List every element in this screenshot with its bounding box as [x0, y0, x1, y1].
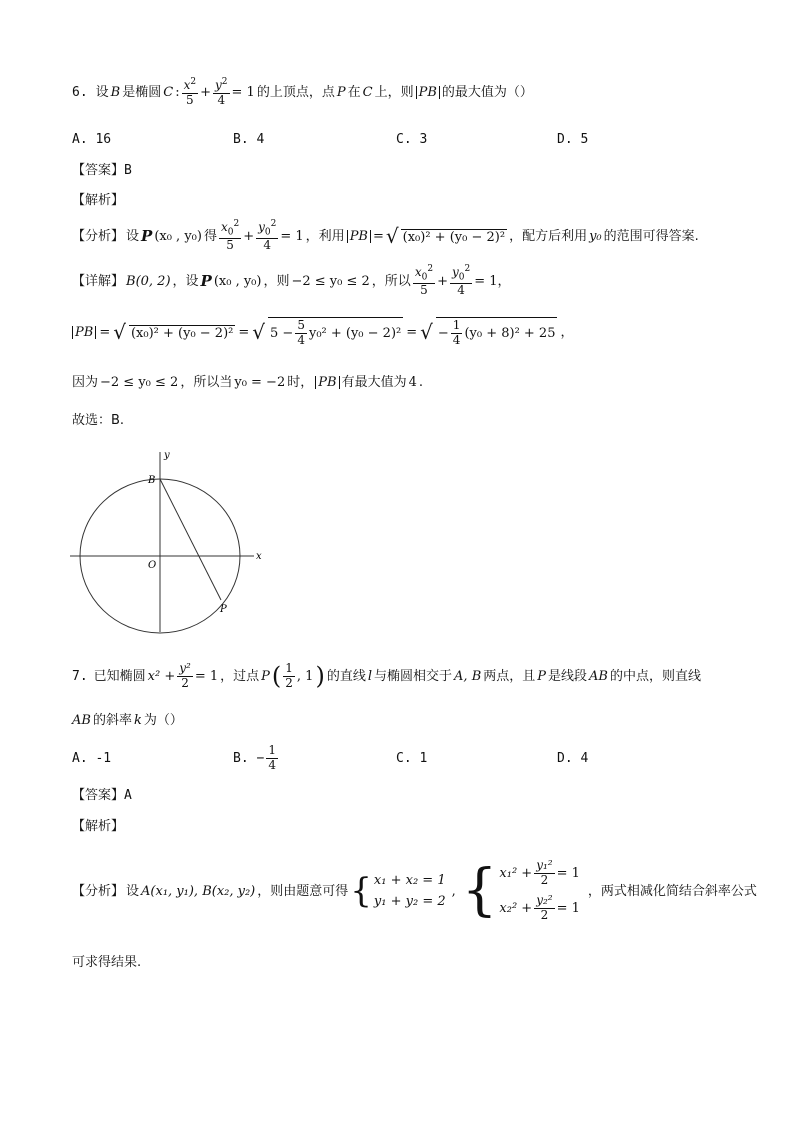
- q7-stem-c: 的直线: [326, 668, 366, 684]
- right-paren-icon: ): [315, 662, 325, 690]
- q7-sys2-r2-frac: [534, 894, 554, 923]
- q6-frac-y: [213, 77, 230, 108]
- q6-xj-eq1: = 1，: [474, 273, 511, 289]
- q7-fenxi-b: ，则由题意可得: [257, 883, 349, 899]
- q6-fenxi-den4: 4: [263, 237, 272, 252]
- q6-d-formula1: (x₀)² + (y₀ − 2)²: [130, 325, 234, 341]
- q6-den5: 5: [186, 92, 194, 107]
- q6-P: P: [336, 84, 346, 100]
- q7-line2-b: 为（）: [143, 713, 183, 728]
- q7-sys1-r2: y₁ + y₂ = 2: [373, 894, 446, 909]
- q6-B: B: [110, 84, 121, 100]
- q6-choose: 故选：B.: [72, 413, 125, 428]
- q7-option-b-frac: [266, 744, 278, 773]
- point-B-label: B: [148, 475, 156, 486]
- q6-conclusion: [72, 376, 423, 389]
- q6-fenxi-eq: =: [373, 228, 384, 244]
- q6-d-f2-den: 4: [297, 332, 305, 347]
- q7-stem-b: ，过点: [220, 668, 260, 684]
- q6-xj-b: ，则: [263, 273, 290, 289]
- q6-eq1: = 1: [231, 84, 255, 100]
- q7-stem-line2: [72, 714, 183, 727]
- q6-answer-tag: 【答案】: [72, 163, 125, 178]
- q7-number: 7.: [72, 668, 88, 684]
- q7-optb-den: 4: [268, 757, 276, 772]
- q6-den4: 4: [217, 92, 226, 107]
- q7-option-b-label: B. −: [233, 750, 265, 766]
- q7-sys2-r1-b: = 1: [556, 866, 580, 882]
- q6-d-end: ，: [560, 324, 574, 340]
- q7-stem-f: 是线段: [548, 668, 588, 684]
- q6-d-eq2: =: [238, 324, 250, 340]
- y-axis-label: y: [164, 450, 170, 461]
- q6-number: 6.: [72, 84, 88, 100]
- q7-stem: [72, 654, 701, 698]
- q7-sys2-r2-num: y₂²: [536, 893, 553, 907]
- q7-line2-a: 的斜率: [92, 713, 132, 728]
- q7-P2: P: [537, 668, 547, 684]
- q6-d-formula3: [436, 317, 558, 348]
- sqrt-icon: √: [252, 320, 266, 344]
- q6-frac-x: [182, 77, 199, 108]
- q6-fenxi-formula: (x₀)² + (y₀ − 2)²: [402, 229, 506, 245]
- q6-PB-abs: PB: [416, 86, 440, 99]
- q6-answer: [72, 164, 132, 177]
- q7-option-b: [233, 740, 278, 776]
- q6-option-d: D. 5: [557, 132, 589, 147]
- q7-sys2-r2-den: 2: [540, 907, 549, 922]
- q6-l4-PB: PB: [315, 376, 339, 389]
- q7-fenxi-a: 设: [126, 883, 140, 899]
- q7-analysis-tag: 【解析】: [72, 819, 125, 834]
- q7-answer-tag: 【答案】: [72, 788, 125, 803]
- q6-fenxi-tag: 【分析】: [72, 228, 125, 244]
- q6-l4-g: .: [418, 375, 423, 390]
- q7-system2: [499, 859, 579, 922]
- q6-xj-c: ，所以: [371, 273, 411, 289]
- q6-fenxi-a: 设: [126, 228, 140, 244]
- q6-C2: C: [362, 84, 373, 100]
- q7-system1: [374, 874, 446, 908]
- q6-fenxi: [72, 218, 699, 254]
- q6-fenxi-frac1: $\frac{x_0^2}{5}$: [220, 219, 240, 252]
- q7-fenxi-tag: 【分析】: [72, 883, 125, 899]
- q6-d-f2-frac: [295, 319, 307, 348]
- q6-stem-b: 是椭圆: [122, 84, 162, 100]
- q6-plus: +: [200, 84, 212, 100]
- q7-sys2-row2: [499, 894, 579, 923]
- q7-k: k: [133, 713, 142, 728]
- q6-fenxi-y0: y₀: [589, 228, 602, 244]
- q6-xj-den4: 4: [457, 282, 465, 297]
- q6-x-sq: 2: [190, 76, 197, 87]
- q7-sys2-row1: [499, 859, 579, 888]
- q7-pts: A(x₁, y₁), B(x₂, y₂): [141, 883, 256, 899]
- q6-stem-c: 的上顶点，点: [256, 84, 335, 100]
- q6-fenxi-c: ，利用: [305, 228, 345, 244]
- q7-pt-tail: , 1: [296, 668, 314, 684]
- q6-d-f3-a: −: [437, 325, 449, 341]
- q7-stem-g: 的中点，则直线: [610, 668, 702, 684]
- q7-comma: ,: [451, 883, 456, 899]
- q6-colon: :: [175, 84, 180, 100]
- q6-xj-a: ，设: [172, 273, 199, 289]
- q7-sys2-r1-den: 2: [540, 873, 549, 888]
- q6-fenxi-d: ，配方后利用: [509, 228, 588, 244]
- q7-sys2-r1-num: y₁²: [536, 858, 553, 873]
- q6-xiangjie-tag: 【详解】: [72, 273, 125, 289]
- q6-xj-frac2: $\frac{y_0^2}{4}$: [451, 264, 471, 297]
- q7-fenxi-d: 可求得结果.: [72, 955, 142, 970]
- q7-stem-e: 两点，且: [483, 668, 536, 684]
- q7-l: l: [367, 668, 373, 684]
- q7-sys2-r1-frac: [534, 859, 554, 888]
- q7-P: P: [261, 668, 270, 684]
- q6-fenxi-P: P: [141, 226, 153, 245]
- q7-sys2-r2-b: = 1: [556, 900, 580, 916]
- q7-option-a: A. -1: [72, 751, 112, 766]
- q6-l4-a: 因为: [72, 375, 99, 390]
- q6-stem-a: 设: [95, 84, 109, 100]
- q7-half-den: 2: [285, 675, 293, 690]
- q7-stem-a: 已知椭圆: [93, 668, 146, 684]
- q6-d-PB: PB: [72, 326, 96, 339]
- q7-answer-value: A: [124, 788, 132, 803]
- q6-option-a: A. 16: [72, 132, 112, 147]
- q6-d-eq1: =: [99, 324, 111, 340]
- q6-xj-den5: 5: [420, 282, 428, 297]
- q6-d-formula2: [268, 317, 403, 348]
- q6-pb-derivation: [72, 312, 574, 352]
- q6-answer-value: B: [124, 163, 132, 178]
- q6-l4-b: ，所以当: [180, 375, 233, 390]
- q6-y-sq: 2: [221, 76, 228, 87]
- q7-frac-y: [177, 662, 193, 691]
- q7-half: [283, 662, 295, 691]
- q7-x2: x² +: [147, 668, 176, 684]
- q7-half-num: 1: [285, 660, 293, 675]
- q6-d-f3-den: 4: [452, 332, 461, 347]
- q6-fenxi-e: 的范围可得答案.: [603, 228, 699, 244]
- q6-xj-P: P: [200, 271, 212, 290]
- q6-l4-d: 时，: [287, 375, 314, 390]
- q6-option-c: C. 3: [396, 132, 428, 147]
- q7-sys2-r1-a: x₁² +: [499, 866, 533, 882]
- q7-fenxi-c: ，两式相减化简结合斜率公式: [587, 883, 757, 899]
- q6-stem-f: 的最大值为（）: [441, 84, 533, 100]
- q6-y: y: [215, 77, 222, 92]
- q6-d-f3-frac: [451, 319, 463, 348]
- q6-l4-c: y₀ = −2: [234, 375, 286, 390]
- x-axis-label: x: [256, 551, 262, 562]
- q7-answer: [72, 789, 132, 802]
- q7-option-c: C. 1: [396, 751, 428, 766]
- q7-optb-num: 1: [268, 742, 276, 757]
- left-brace-icon: {: [461, 858, 498, 923]
- q6-fenxi-frac2: $\frac{y_0^2}{4}$: [258, 219, 277, 252]
- q6-l4-e: 有最大值为: [341, 375, 407, 390]
- sqrt-icon: √: [113, 320, 126, 344]
- sqrt-icon: √: [420, 320, 433, 344]
- left-paren-icon: (: [271, 662, 282, 690]
- q6-xj-pt: (x₀ , y₀): [213, 273, 262, 289]
- q6-xj-plus: +: [437, 273, 448, 289]
- q6-xj-frac1: $\frac{x_0^2}{5}$: [414, 264, 434, 297]
- q6-stem-d: 在: [347, 84, 361, 100]
- q7-stem-d: 与椭圆相交于: [374, 668, 453, 684]
- q6-xj-B: B(0, 2): [126, 273, 171, 289]
- q6-fenxi-PB: PB: [347, 230, 371, 243]
- q6-d-f3-num: 1: [452, 317, 461, 332]
- sqrt-icon: √: [385, 224, 399, 248]
- q6-C: C: [163, 84, 174, 100]
- q6-stem: [72, 72, 533, 112]
- q6-fenxi-b: 得: [203, 228, 217, 244]
- q7-AB2: AB: [589, 668, 608, 684]
- point-P-label: P: [220, 604, 227, 615]
- origin-label: O: [148, 560, 157, 571]
- q6-d-f2-num: 5: [297, 317, 305, 332]
- q6-xj-range: −2 ≤ y₀ ≤ 2: [291, 273, 370, 289]
- q6-l4-f: 4: [408, 375, 417, 390]
- q6-fenxi-eq1: = 1: [280, 228, 304, 244]
- q6-stem-e: 上，则: [374, 84, 414, 100]
- q6-d-eq3: =: [406, 324, 418, 340]
- q6-l4-range: −2 ≤ y₀ ≤ 2: [100, 375, 179, 390]
- q7-sys2-r2-a: x₂² +: [499, 900, 533, 916]
- q7-y2: y²: [179, 660, 191, 675]
- left-brace-icon: {: [350, 871, 372, 911]
- q7-sys1-r1: x₁ + x₂ = 1: [373, 873, 446, 888]
- q7-line2-AB: AB: [72, 713, 91, 728]
- q7-AB1: A, B: [454, 668, 482, 684]
- q6-d-f2-b: y₀² + (y₀ − 2)²: [308, 325, 402, 341]
- q7-fenxi: [72, 846, 757, 936]
- q6-d-f3-b: (y₀ + 8)² + 25: [464, 325, 556, 341]
- q6-analysis-tag: 【解析】: [72, 193, 125, 208]
- q7-den2: 2: [181, 675, 189, 690]
- q6-d-f2-a: 5 −: [270, 325, 294, 341]
- q6-option-b: B. 4: [233, 132, 265, 147]
- q6-fenxi-plus: +: [243, 228, 255, 244]
- q7-option-d: D. 4: [557, 751, 589, 766]
- ellipse-figure: [66, 446, 276, 636]
- q7-eq1: = 1: [194, 668, 219, 684]
- q6-fenxi-den5: 5: [226, 237, 234, 252]
- q6-xiangjie: [72, 263, 511, 299]
- q6-x: x: [183, 77, 191, 92]
- q6-fenxi-pt: (x₀ , y₀): [154, 228, 202, 244]
